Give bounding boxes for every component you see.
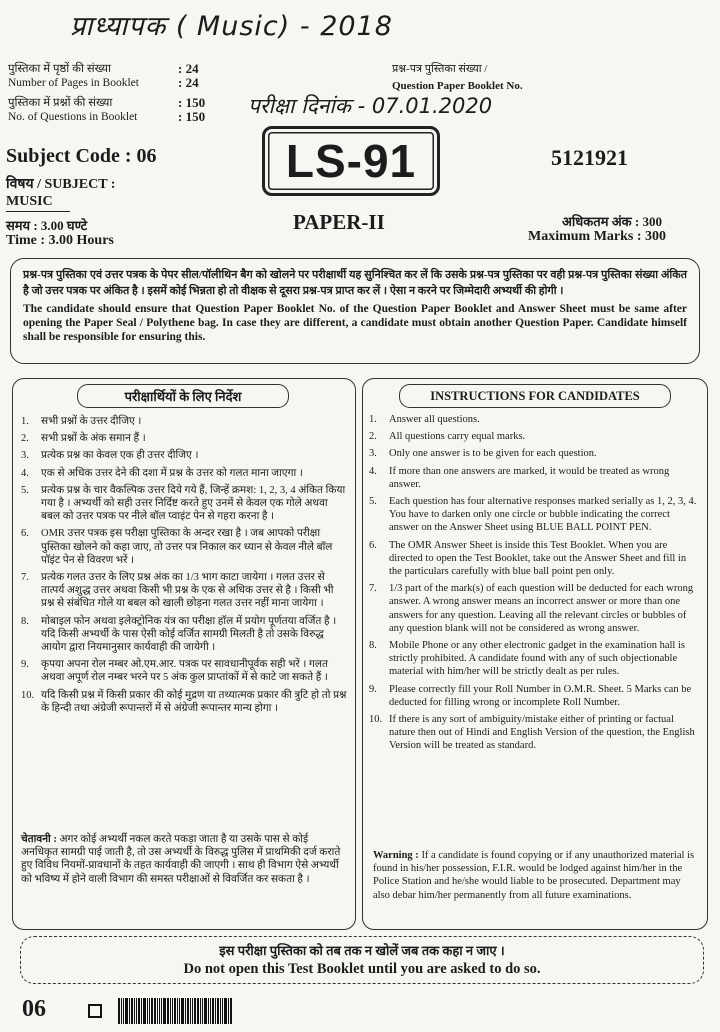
barcode-bar	[147, 998, 148, 1024]
barcode-bar	[228, 998, 229, 1024]
handwritten-exam-date: परीक्षा दिनांक - 07.01.2020	[248, 94, 493, 118]
list-item: 1. सभी प्रश्नों के उत्तर दीजिए ।	[21, 416, 142, 427]
barcode-bar	[230, 998, 232, 1024]
booklet-number: 5121921	[551, 145, 628, 170]
barcode-bar	[177, 998, 178, 1024]
notice-hi: प्रश्न-पत्र पुस्तिका एवं उत्तर पत्रक के पेपर सील/पॉलीथिन बैग को खोलने पर परीक्षार्थी यह सुनिश्चित कर लें कि उसके प्रश्न-पत्र पुस्तिका पर वही प्रश्न-पत्र पुस्तिका संख्या अंकित है जो उत्तर पत्रक पर अंकित है । इसमें कोई भिन्नता हो तो वीक्षक से दूसरा प्रश्न-पत्र प्राप्त कर लें । ऐसा न करने पर जिम्मेदारी अभ्यर्थी की होगी ।	[23, 269, 687, 297]
pages-label-en: Number of Pages in Booklet	[8, 77, 139, 89]
max-marks-hi: अधिकतम अंक : 300	[562, 214, 662, 229]
questions-label-hi: पुस्तिका में प्रश्नों की संख्या	[8, 97, 113, 109]
barcode-bar	[143, 998, 146, 1024]
subject-label: विषय / SUBJECT :	[6, 177, 116, 192]
notice-box	[10, 258, 700, 364]
barcode-square-icon	[88, 1004, 102, 1018]
barcode-bar	[167, 998, 169, 1024]
pages-label-hi: पुस्तिका में पृष्ठों की संख्या	[8, 63, 111, 75]
english-warning-text: If a candidate is found copying or if any unauthorized material is found in his/her possession, F.I.R. would be lodged against him/her in the Police Station and he/she would liable to be prosecuted. Department may also debar him/her permanently from all future examinations.	[373, 850, 695, 901]
barcode-bar	[136, 998, 137, 1024]
list-item: 7. प्रत्येक गलत उत्तर के लिए प्रश्न अंक का 1/3 भाग काटा जायेगा । गलत उत्तर से तात्पर्य अशुद्ध उत्तर अथवा किसी भी प्रश्न के एक से अधिक उत्तर से है । किसी भी प्रश्न से संबंधित गोले या बबल को खाली छोड़ना गलत उत्तर नहीं माना जायेगा ।	[21, 572, 334, 610]
barcode-bar	[118, 998, 120, 1024]
barcode-bar	[141, 998, 142, 1024]
questions-value: : 150	[178, 95, 206, 110]
list-item: 10. If there is any sort of ambiguity/mistake either of printing or factual nature then out of Hindi and English Version of the question, the English Version will be treated as standard.	[369, 714, 695, 752]
list-item: 4. एक से अधिक उत्तर देने की दशा में प्रश्न के उत्तर को गलत माना जाएगा ।	[21, 467, 303, 479]
barcode-bar	[222, 998, 223, 1024]
subject-code: Subject Code : 06	[6, 145, 157, 167]
barcode-bar	[212, 998, 214, 1024]
subject-name-underline	[6, 211, 70, 212]
english-instructions-list	[369, 413, 699, 757]
list-item: 9. कृपया अपना रोल नम्बर ओ.एम.आर. पत्रक पर सावधानीपूर्वक सही भरें । गलत अथवा अपूर्ण रोल नम्बर भरने पर 5 अंक कुल प्राप्तांकों में से काटे जा सकते हैं ।	[21, 659, 329, 684]
list-item: 3. प्रत्येक प्रश्न का केवल एक ही उत्तर दीजिए ।	[21, 450, 199, 462]
barcode-bar	[190, 998, 191, 1024]
barcode-bar	[125, 998, 128, 1024]
pages-value: : 24	[178, 61, 199, 76]
paper-code-box	[262, 126, 440, 196]
barcode	[118, 998, 233, 1024]
list-item: 8. मोबाइल फोन अथवा इलेक्ट्रोनिक यंत्र का परीक्षा हॉल में प्रयोग पूर्णतया वर्जित है । यदि किसी अभ्यर्थी के पास ऐसी कोई वर्जित सामग्री मिलती है तो उसके विरुद्ध आयोग द्वारा नियमानुसार कार्यवाही की जायेगी ।	[21, 615, 337, 654]
barcode-bar	[172, 998, 173, 1024]
list-item: 9. Please correctly fill your Roll Number in O.M.R. Sheet. 5 Marks can be deducted for filling wrong or incomplete Roll Number.	[369, 683, 692, 708]
notice-en: The candidate should ensure that Question Paper Booklet No. of the Question Paper Booklet and Answer Sheet must be same after opening the Paper Seal / Polythene bag. In case they are different, a candidate must obtain another Question Paper. Candidate himself shall be responsible for ensuring this.	[23, 303, 687, 343]
english-warning	[373, 849, 699, 902]
english-instructions-box	[362, 378, 708, 930]
barcode-bar	[217, 998, 219, 1024]
barcode-bar	[138, 998, 140, 1024]
hindi-instructions-box	[12, 378, 356, 930]
list-item: 6. OMR उत्तर पत्रक इस परीक्षा पुस्तिका के अन्दर रखा है । जब आपको परीक्षा पुस्तिका खोलने को कहा जाए, तो उत्तर पत्र निकाल कर ध्यान से केवल नीले बॉल पॉइंट पेन से विवरण भरें ।	[21, 528, 333, 566]
barcode-bar	[129, 998, 130, 1024]
barcode-bar	[159, 998, 160, 1024]
barcode-bar	[174, 998, 176, 1024]
footer-notice-box	[20, 936, 704, 984]
paper-code: LS-91	[285, 135, 417, 187]
barcode-bar	[163, 998, 166, 1024]
time-en: Time : 3.00 Hours	[6, 233, 114, 248]
barcode-bar	[220, 998, 221, 1024]
barcode-bar	[121, 998, 122, 1024]
hindi-instructions-heading: परीक्षार्थियों के लिए निर्देश	[124, 389, 242, 404]
list-item: 7. 1/3 part of the mark(s) of each question will be deducted for each wrong answer. A wrong answer means an incorrect answer or more than one answers for any question. Leaving all the relevant circles or bubbles of any question blank will not be considered as wrong answer.	[369, 583, 694, 634]
barcode-bar	[154, 998, 156, 1024]
list-item: 1. Answer all questions.	[369, 414, 480, 425]
footer-notice-hi: इस परीक्षा पुस्तिका को तब तक न खोलें जब तक कहा न जाए ।	[219, 943, 505, 958]
barcode-bar	[151, 998, 153, 1024]
booklet-info	[8, 62, 238, 124]
questions-value-en: : 150	[178, 109, 206, 124]
barcode-bar	[197, 998, 199, 1024]
handwritten-title: प्राध्यापक ( Music) - 2018	[70, 11, 393, 42]
list-item: 5. Each question has four alternative responses marked serially as 1, 2, 3, 4. You have to darken only one circle or bubble indicating the correct answer on the Answer Sheet using BLUE BALL POINT PEN.	[369, 496, 697, 534]
barcode-bar	[149, 998, 150, 1024]
list-item: 5. प्रत्येक प्रश्न के चार वैकल्पिक उत्तर दिये गये हैं, जिन्हें क्रमश: 1, 2, 3, 4 अंकित किया गया है । अभ्यर्थी को सही उत्तर निर्दिष्ट करते हुए उनमें से केवल एक गोले अथवा बबल को उत्तर पत्रक पर नीले बॉल प्वाइंट पेन से गहरा करना है ।	[21, 484, 346, 523]
list-item: 8. Mobile Phone or any other electronic gadget in the examination hall is strictly prohibited. A candidate found with any of such objectionable material with him/her will be strictly dealt as per rules.	[369, 640, 685, 678]
list-item: 6. The OMR Answer Sheet is inside this Test Booklet. When you are directed to open the Test Booklet, take out the Answer Sheet and fill in the particulars carefully with blue ball point pen only.	[369, 539, 687, 578]
hindi-warning	[21, 833, 347, 886]
barcode-bar	[181, 998, 184, 1024]
list-item: 10. यदि किसी प्रश्न में किसी प्रकार की कोई मुद्रण या तथ्यात्मक प्रकार की त्रुटि हो तो प्रश्न के हिन्दी तथा अंग्रेजी रूपान्तरों में से अंग्रेजी रूपान्तर मान्य होगा ।	[21, 689, 347, 714]
barcode-bar	[131, 998, 133, 1024]
english-warning-label: Warning :	[373, 850, 419, 861]
hindi-warning-label: चेतावनी :	[21, 834, 57, 845]
list-item: 2. All questions carry equal marks.	[369, 431, 526, 443]
footer-notice-en: Do not open this Test Booklet until you are asked to do so.	[183, 961, 541, 977]
barcode-bar	[187, 998, 189, 1024]
barcode-bar	[202, 998, 203, 1024]
barcode-bar	[123, 998, 124, 1024]
booklet-no-label	[392, 62, 523, 93]
barcode-bar	[185, 998, 186, 1024]
list-item: 4. If more than one answers are marked, it would be treated as wrong answer.	[369, 465, 670, 490]
barcode-bar	[194, 998, 196, 1024]
barcode-bar	[134, 998, 135, 1024]
barcode-bar	[215, 998, 216, 1024]
questions-label-en: No. of Questions in Booklet	[8, 111, 138, 123]
time-hi: समय : 3.00 घण्टे	[6, 218, 88, 233]
max-marks-en: Maximum Marks : 300	[528, 229, 667, 244]
booklet-no-label-hi: प्रश्न-पत्र पुस्तिका संख्या /	[392, 63, 488, 75]
hindi-instructions-list	[21, 415, 347, 719]
barcode-bar	[200, 998, 201, 1024]
barcode-bar	[179, 998, 180, 1024]
hindi-warning-text: अगर कोई अभ्यर्थी नकल करते पकड़ा जाता है या उसके पास से कोई अनधिकृत सामग्री पाई जाती है, तो उस अभ्यर्थी के विरुद्ध पुलिस में प्राथमिकी दर्ज कराते हुए विविध नियमों-प्रावधानों के तहत कार्यवाही की जाएगी । साथ ही विभाग ऐसे अभ्यर्थी को भविष्य में होने वाली विभाग की समस्त परीक्षाओं से विवर्जित कर सकता है ।	[21, 834, 341, 885]
list-item: 2. सभी प्रश्नों के अंक समान हैं ।	[21, 433, 146, 445]
footer-code: 06	[22, 996, 46, 1022]
pages-value-en: : 24	[178, 75, 199, 90]
barcode-bar	[157, 998, 158, 1024]
barcode-bar	[208, 998, 209, 1024]
subject-name: MUSIC	[6, 194, 53, 209]
barcode-bar	[170, 998, 171, 1024]
english-instructions-heading: INSTRUCTIONS FOR CANDIDATES	[430, 388, 640, 403]
barcode-bar	[204, 998, 207, 1024]
barcode-bar	[161, 998, 162, 1024]
barcode-bar	[210, 998, 211, 1024]
paper-name: PAPER-II	[293, 210, 385, 234]
hindi-instructions-heading-box	[77, 384, 289, 408]
english-instructions-heading-box	[399, 384, 671, 408]
barcode-bar	[224, 998, 227, 1024]
barcode-bar	[192, 998, 193, 1024]
booklet-no-label-en: Question Paper Booklet No.	[392, 80, 523, 92]
list-item: 3. Only one answer is to be given for each question.	[369, 448, 597, 460]
